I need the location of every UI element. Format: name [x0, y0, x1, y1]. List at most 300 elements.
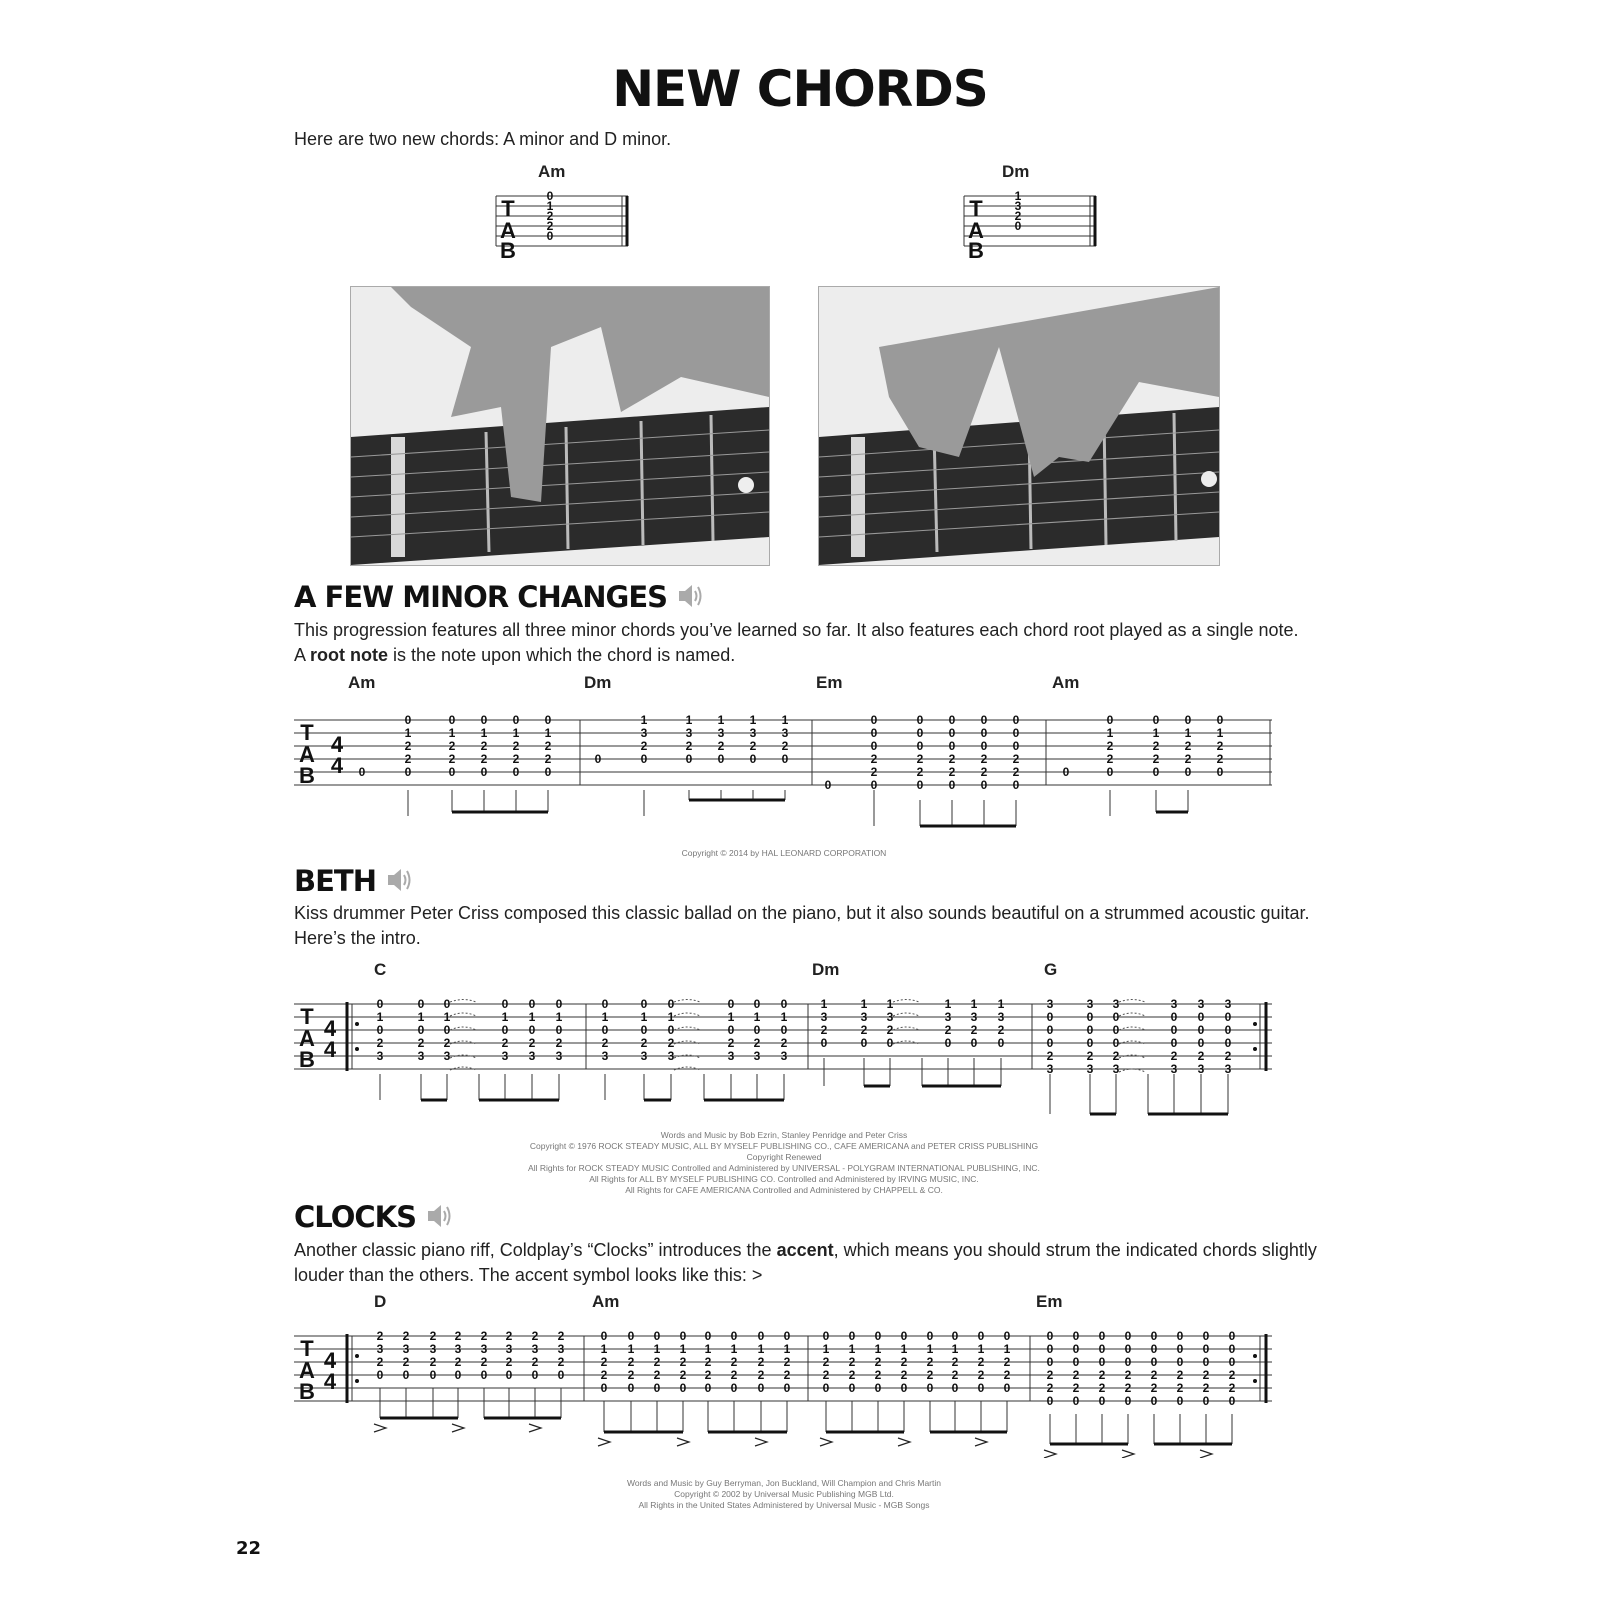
svg-text:2: 2: [749, 739, 757, 753]
svg-text:1: 1: [501, 1010, 509, 1024]
svg-text:0: 0: [667, 997, 675, 1011]
svg-text:0: 0: [926, 1329, 934, 1343]
svg-text:2: 2: [653, 1355, 661, 1369]
svg-text:0: 0: [1012, 778, 1020, 792]
svg-text:2: 2: [544, 739, 552, 753]
svg-text:2: 2: [1112, 1049, 1120, 1063]
svg-text:0: 0: [640, 1023, 648, 1037]
svg-text:0: 0: [1086, 1010, 1094, 1024]
svg-text:2: 2: [600, 1368, 608, 1382]
chord-symbol: Am: [348, 673, 376, 692]
svg-text:0: 0: [1072, 1342, 1080, 1356]
svg-text:2: 2: [948, 752, 956, 766]
svg-text:0: 0: [358, 765, 366, 779]
credit-line: All Rights for ALL BY MYSELF PUBLISHING CO. Controlled and Administered by IRVING MUSIC, INC.: [589, 1174, 979, 1184]
svg-text:0: 0: [1216, 713, 1224, 727]
svg-text:2: 2: [926, 1368, 934, 1382]
svg-text:2: 2: [667, 1036, 675, 1050]
svg-text:2: 2: [948, 765, 956, 779]
section-heading-text: A FEW MINOR CHANGES: [294, 580, 668, 614]
credit-line: Words and Music by Bob Ezrin, Stanley Penridge and Peter Criss: [660, 1130, 908, 1140]
svg-text:1: 1: [730, 1342, 738, 1356]
svg-text:2: 2: [531, 1329, 539, 1343]
svg-text:0: 0: [704, 1329, 712, 1343]
svg-text:2: 2: [997, 1023, 1005, 1037]
svg-text:1: 1: [640, 713, 648, 727]
svg-text:3: 3: [417, 1049, 425, 1063]
section-heading-clocks: [294, 1200, 452, 1237]
svg-text:0: 0: [1003, 1381, 1011, 1395]
svg-text:2: 2: [783, 1368, 791, 1382]
svg-text:0: 0: [1124, 1355, 1132, 1369]
time-signature-bottom: 4: [323, 1037, 337, 1062]
svg-text:3: 3: [753, 1049, 761, 1063]
svg-text:0: 0: [997, 1036, 1005, 1050]
svg-text:2: 2: [970, 1023, 978, 1037]
svg-text:2: 2: [685, 739, 693, 753]
svg-text:1: 1: [627, 1342, 635, 1356]
svg-text:2: 2: [1184, 739, 1192, 753]
svg-text:0: 0: [627, 1381, 635, 1395]
svg-text:0: 0: [1150, 1355, 1158, 1369]
svg-text:2: 2: [376, 1355, 384, 1369]
svg-text:0: 0: [627, 1329, 635, 1343]
fret-number: 0: [546, 189, 554, 203]
svg-text:0: 0: [531, 1368, 539, 1382]
svg-text:2: 2: [600, 1355, 608, 1369]
svg-text:0: 0: [417, 1023, 425, 1037]
svg-text:2: 2: [780, 1036, 788, 1050]
svg-text:2: 2: [1184, 752, 1192, 766]
svg-text:1: 1: [970, 997, 978, 1011]
svg-text:2: 2: [1124, 1381, 1132, 1395]
svg-text:3: 3: [780, 1049, 788, 1063]
section-heading-beth: [294, 864, 412, 901]
svg-text:2: 2: [1176, 1368, 1184, 1382]
svg-text:3: 3: [944, 1010, 952, 1024]
svg-text:1: 1: [1152, 726, 1160, 740]
svg-text:2: 2: [448, 739, 456, 753]
svg-text:0: 0: [1046, 1342, 1054, 1356]
svg-text:3: 3: [685, 726, 693, 740]
svg-text:1: 1: [820, 997, 828, 1011]
svg-text:1: 1: [528, 1010, 536, 1024]
svg-text:3: 3: [1224, 1062, 1232, 1076]
svg-text:0: 0: [900, 1381, 908, 1395]
svg-text:0: 0: [916, 739, 924, 753]
svg-text:2: 2: [627, 1355, 635, 1369]
svg-text:0: 0: [1046, 1394, 1054, 1408]
svg-text:0: 0: [480, 713, 488, 727]
svg-text:2: 2: [679, 1355, 687, 1369]
fret-number: 1: [546, 199, 554, 213]
svg-text:2: 2: [1124, 1368, 1132, 1382]
svg-text:0: 0: [640, 997, 648, 1011]
tab-letter-a: A: [500, 218, 516, 243]
section2-description-line2: Here’s the intro.: [294, 928, 421, 948]
svg-text:0: 0: [1046, 1010, 1054, 1024]
svg-text:0: 0: [1224, 1036, 1232, 1050]
svg-text:3: 3: [376, 1342, 384, 1356]
svg-text:0: 0: [1197, 1036, 1205, 1050]
svg-text:2: 2: [1202, 1368, 1210, 1382]
fret-number: 0: [546, 229, 554, 243]
svg-text:0: 0: [1197, 1023, 1205, 1037]
svg-text:0: 0: [1124, 1394, 1132, 1408]
intro-text: Here are two new chords: A minor and D minor.: [294, 129, 672, 149]
svg-text:2: 2: [454, 1329, 462, 1343]
chord-symbol: Am: [592, 1292, 620, 1311]
svg-text:2: 2: [1098, 1368, 1106, 1382]
fret-number: 2: [546, 219, 554, 233]
svg-text:3: 3: [454, 1342, 462, 1356]
bold-term: accent: [776, 1240, 834, 1260]
svg-text:1: 1: [448, 726, 456, 740]
svg-text:0: 0: [1106, 765, 1114, 779]
svg-text:2: 2: [531, 1355, 539, 1369]
svg-text:1: 1: [601, 1010, 609, 1024]
svg-text:0: 0: [951, 1329, 959, 1343]
svg-text:2: 2: [886, 1023, 894, 1037]
svg-text:0: 0: [1086, 1036, 1094, 1050]
svg-text:2: 2: [1216, 752, 1224, 766]
svg-text:3: 3: [717, 726, 725, 740]
svg-text:2: 2: [1086, 1049, 1094, 1063]
svg-text:2: 2: [900, 1368, 908, 1382]
svg-text:2: 2: [822, 1368, 830, 1382]
svg-text:2: 2: [916, 752, 924, 766]
svg-text:0: 0: [1046, 1329, 1054, 1343]
credit-line: All Rights for ROCK STEADY MUSIC Controlled and Administered by UNIVERSAL - POLYGRAM INTERNATIONAL PUBLISHING, INC.: [528, 1163, 1040, 1173]
svg-text:2: 2: [951, 1355, 959, 1369]
svg-text:2: 2: [417, 1036, 425, 1050]
text: is the note upon which the chord is named.: [388, 645, 736, 665]
svg-text:0: 0: [757, 1381, 765, 1395]
svg-text:0: 0: [1046, 1036, 1054, 1050]
svg-text:0: 0: [948, 713, 956, 727]
svg-text:0: 0: [501, 997, 509, 1011]
tab-letter-b: B: [299, 763, 315, 788]
credit-line: Words and Music by Guy Berryman, Jon Buckland, Will Champion and Chris Martin: [627, 1478, 941, 1488]
svg-text:1: 1: [977, 1342, 985, 1356]
tab-letter-t: T: [300, 720, 314, 745]
svg-text:3: 3: [640, 1049, 648, 1063]
credit-line: Copyright Renewed: [746, 1152, 822, 1162]
text: Another classic piano riff, Coldplay’s “Clocks” introduces the: [294, 1240, 777, 1260]
svg-text:2: 2: [528, 1036, 536, 1050]
speaker-icon[interactable]: [426, 1202, 452, 1237]
svg-text:0: 0: [667, 1023, 675, 1037]
svg-text:0: 0: [1046, 1023, 1054, 1037]
section-heading-text: BETH: [294, 864, 376, 898]
svg-text:2: 2: [704, 1368, 712, 1382]
svg-text:2: 2: [679, 1368, 687, 1382]
svg-text:1: 1: [926, 1342, 934, 1356]
svg-text:2: 2: [951, 1368, 959, 1382]
credits-clocks: [294, 1478, 1274, 1511]
svg-text:0: 0: [1176, 1355, 1184, 1369]
svg-text:1: 1: [443, 1010, 451, 1024]
svg-text:2: 2: [1197, 1049, 1205, 1063]
credit-line: Copyright © 2002 by Universal Music Publishing MGB Ltd.: [674, 1489, 894, 1499]
svg-text:0: 0: [783, 1329, 791, 1343]
svg-text:2: 2: [544, 752, 552, 766]
svg-text:0: 0: [653, 1329, 661, 1343]
svg-text:3: 3: [1112, 1062, 1120, 1076]
svg-text:2: 2: [980, 765, 988, 779]
svg-text:0: 0: [679, 1329, 687, 1343]
svg-text:0: 0: [528, 997, 536, 1011]
svg-text:2: 2: [1072, 1368, 1080, 1382]
svg-text:0: 0: [704, 1381, 712, 1395]
svg-text:1: 1: [667, 1010, 675, 1024]
svg-text:2: 2: [557, 1329, 565, 1343]
svg-text:1: 1: [1216, 726, 1224, 740]
svg-text:2: 2: [820, 1023, 828, 1037]
svg-text:3: 3: [1170, 997, 1178, 1011]
svg-text:0: 0: [1170, 1023, 1178, 1037]
page-number: 22: [236, 1538, 262, 1559]
svg-text:2: 2: [480, 1329, 488, 1343]
time-signature-top: 4: [323, 1016, 337, 1041]
svg-text:0: 0: [886, 1036, 894, 1050]
svg-text:3: 3: [528, 1049, 536, 1063]
svg-text:0: 0: [376, 1368, 384, 1382]
svg-text:1: 1: [417, 1010, 425, 1024]
svg-text:0: 0: [870, 739, 878, 753]
svg-text:2: 2: [627, 1368, 635, 1382]
svg-text:0: 0: [822, 1381, 830, 1395]
tab-staff-beth: [294, 996, 1274, 1120]
svg-text:1: 1: [783, 1342, 791, 1356]
svg-text:0: 0: [594, 752, 602, 766]
svg-text:0: 0: [970, 1036, 978, 1050]
svg-text:2: 2: [601, 1036, 609, 1050]
svg-text:2: 2: [916, 765, 924, 779]
svg-text:2: 2: [870, 765, 878, 779]
fret-number: 3: [1014, 199, 1022, 213]
page-title: NEW CHORDS: [612, 60, 988, 118]
svg-text:0: 0: [1072, 1329, 1080, 1343]
svg-text:0: 0: [1202, 1355, 1210, 1369]
svg-text:3: 3: [480, 1342, 488, 1356]
svg-text:1: 1: [685, 713, 693, 727]
time-signature-bottom: 4: [330, 753, 344, 778]
svg-text:0: 0: [1003, 1329, 1011, 1343]
svg-text:0: 0: [601, 1023, 609, 1037]
svg-text:3: 3: [860, 1010, 868, 1024]
svg-text:3: 3: [1224, 997, 1232, 1011]
svg-text:2: 2: [717, 739, 725, 753]
svg-text:0: 0: [781, 752, 789, 766]
svg-text:0: 0: [448, 765, 456, 779]
fret-number: 2: [1014, 209, 1022, 223]
svg-text:2: 2: [402, 1355, 410, 1369]
tab-letter-b: B: [299, 1379, 315, 1404]
svg-text:2: 2: [555, 1036, 563, 1050]
svg-text:0: 0: [749, 752, 757, 766]
tab-letter-t: T: [969, 196, 983, 221]
svg-text:2: 2: [480, 739, 488, 753]
svg-text:2: 2: [1152, 752, 1160, 766]
svg-text:3: 3: [886, 1010, 894, 1024]
svg-text:0: 0: [512, 765, 520, 779]
svg-text:2: 2: [404, 739, 412, 753]
svg-text:2: 2: [1106, 752, 1114, 766]
chord-diagram-am-name: Am: [538, 162, 566, 181]
svg-text:2: 2: [1150, 1381, 1158, 1395]
svg-text:0: 0: [1150, 1342, 1158, 1356]
svg-text:0: 0: [640, 752, 648, 766]
svg-text:1: 1: [727, 1010, 735, 1024]
svg-text:2: 2: [512, 739, 520, 753]
svg-text:0: 0: [980, 713, 988, 727]
svg-text:0: 0: [1112, 1023, 1120, 1037]
svg-text:2: 2: [376, 1329, 384, 1343]
svg-text:1: 1: [822, 1342, 830, 1356]
svg-text:2: 2: [980, 752, 988, 766]
svg-text:2: 2: [1046, 1381, 1054, 1395]
svg-text:2: 2: [1228, 1381, 1236, 1395]
svg-text:0: 0: [1098, 1355, 1106, 1369]
bold-term: root note: [310, 645, 389, 665]
svg-text:0: 0: [505, 1368, 513, 1382]
svg-text:2: 2: [1228, 1368, 1236, 1382]
svg-text:2: 2: [822, 1355, 830, 1369]
chord-tab-am: [494, 186, 634, 266]
svg-text:0: 0: [1152, 765, 1160, 779]
svg-text:0: 0: [480, 1368, 488, 1382]
svg-text:0: 0: [448, 713, 456, 727]
svg-text:1: 1: [997, 997, 1005, 1011]
svg-text:0: 0: [1170, 1036, 1178, 1050]
svg-text:0: 0: [870, 726, 878, 740]
svg-text:0: 0: [501, 1023, 509, 1037]
svg-text:0: 0: [557, 1368, 565, 1382]
svg-text:0: 0: [544, 765, 552, 779]
section2-description-line1: Kiss drummer Peter Criss composed this classic ballad on the piano, but it also sounds beautiful on a strummed acoustic guitar.: [294, 903, 1310, 923]
svg-text:1: 1: [640, 1010, 648, 1024]
svg-text:1: 1: [679, 1342, 687, 1356]
svg-text:0: 0: [1224, 1023, 1232, 1037]
svg-text:0: 0: [870, 713, 878, 727]
speaker-icon[interactable]: [386, 866, 412, 901]
svg-text:1: 1: [848, 1342, 856, 1356]
svg-text:2: 2: [860, 1023, 868, 1037]
svg-text:0: 0: [1228, 1342, 1236, 1356]
svg-text:0: 0: [1176, 1394, 1184, 1408]
svg-text:3: 3: [1046, 997, 1054, 1011]
svg-text:0: 0: [1124, 1329, 1132, 1343]
chord-symbol: Em: [816, 673, 843, 692]
svg-text:1: 1: [1106, 726, 1114, 740]
svg-text:2: 2: [1202, 1381, 1210, 1395]
section-heading-text: CLOCKS: [294, 1200, 417, 1234]
svg-text:0: 0: [1176, 1342, 1184, 1356]
svg-text:0: 0: [1197, 1010, 1205, 1024]
svg-text:0: 0: [753, 1023, 761, 1037]
svg-text:3: 3: [1086, 997, 1094, 1011]
svg-text:1: 1: [874, 1342, 882, 1356]
svg-text:0: 0: [1150, 1329, 1158, 1343]
svg-text:0: 0: [679, 1381, 687, 1395]
svg-text:0: 0: [780, 997, 788, 1011]
svg-text:2: 2: [505, 1329, 513, 1343]
svg-text:0: 0: [1012, 739, 1020, 753]
svg-text:0: 0: [1112, 1036, 1120, 1050]
svg-text:0: 0: [376, 1023, 384, 1037]
svg-text:1: 1: [653, 1342, 661, 1356]
svg-text:0: 0: [1072, 1355, 1080, 1369]
svg-text:0: 0: [1228, 1394, 1236, 1408]
svg-text:2: 2: [977, 1368, 985, 1382]
svg-text:1: 1: [749, 713, 757, 727]
credit-line: All Rights in the United States Administered by Universal Music - MGB Songs: [638, 1500, 930, 1510]
svg-text:0: 0: [874, 1381, 882, 1395]
svg-text:3: 3: [531, 1342, 539, 1356]
svg-text:3: 3: [1197, 997, 1205, 1011]
svg-text:1: 1: [951, 1342, 959, 1356]
svg-text:0: 0: [404, 765, 412, 779]
svg-text:0: 0: [544, 713, 552, 727]
svg-text:0: 0: [402, 1368, 410, 1382]
svg-text:0: 0: [443, 1023, 451, 1037]
svg-text:1: 1: [512, 726, 520, 740]
svg-text:0: 0: [824, 778, 832, 792]
svg-text:1: 1: [886, 997, 894, 1011]
speaker-icon[interactable]: [677, 582, 703, 617]
svg-text:2: 2: [1216, 739, 1224, 753]
svg-text:2: 2: [1046, 1049, 1054, 1063]
svg-text:2: 2: [1003, 1355, 1011, 1369]
svg-text:3: 3: [501, 1049, 509, 1063]
svg-text:2: 2: [900, 1355, 908, 1369]
chord-symbol: G: [1044, 960, 1058, 979]
svg-text:2: 2: [1150, 1368, 1158, 1382]
svg-text:0: 0: [1184, 765, 1192, 779]
svg-text:0: 0: [727, 997, 735, 1011]
tab-letter-t: T: [300, 1004, 314, 1029]
svg-text:3: 3: [667, 1049, 675, 1063]
svg-text:2: 2: [874, 1368, 882, 1382]
svg-text:0: 0: [555, 997, 563, 1011]
tab-letter-a: A: [299, 1358, 315, 1383]
svg-text:0: 0: [848, 1329, 856, 1343]
svg-text:0: 0: [1112, 1010, 1120, 1024]
svg-text:0: 0: [860, 1036, 868, 1050]
svg-text:0: 0: [1202, 1342, 1210, 1356]
svg-text:2: 2: [429, 1355, 437, 1369]
chord-symbol: Am: [1052, 673, 1080, 692]
svg-text:2: 2: [1003, 1368, 1011, 1382]
svg-text:0: 0: [601, 997, 609, 1011]
svg-text:1: 1: [1003, 1342, 1011, 1356]
svg-text:2: 2: [448, 752, 456, 766]
svg-text:3: 3: [1112, 997, 1120, 1011]
credit-line: All Rights for CAFE AMERICANA Controlled and Administered by CHAPPELL & CO.: [625, 1185, 943, 1195]
svg-text:1: 1: [944, 997, 952, 1011]
svg-text:2: 2: [704, 1355, 712, 1369]
svg-text:0: 0: [1184, 713, 1192, 727]
svg-text:2: 2: [480, 752, 488, 766]
chord-symbol: Em: [1036, 1292, 1063, 1311]
am-chord-photo: [350, 286, 770, 566]
svg-text:0: 0: [1106, 713, 1114, 727]
tab-letter-t: T: [300, 1336, 314, 1361]
tab-letter-a: A: [968, 218, 984, 243]
svg-text:0: 0: [1202, 1394, 1210, 1408]
chord-symbol: Dm: [812, 960, 840, 979]
